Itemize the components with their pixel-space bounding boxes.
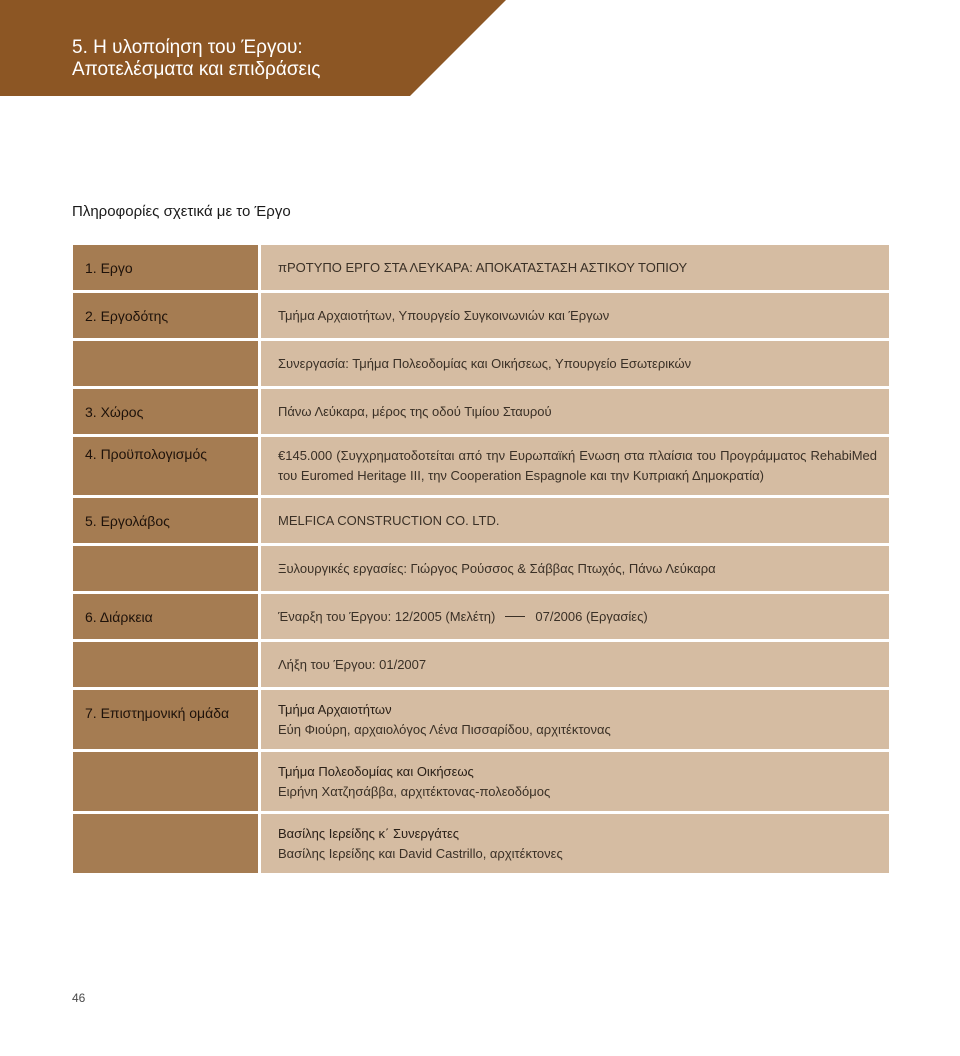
team-members: Βασίλης Ιερείδης και David Castrillo, αρχιτέκτονες	[278, 845, 563, 861]
start-value	[278, 607, 883, 627]
table-row-team-2	[73, 752, 889, 811]
chapter-title	[72, 37, 320, 81]
chapter-title-line2: Αποτελέσματα και επιδράσεις	[72, 59, 321, 80]
start-study: Έναρξη του Έργου: 12/2005 (Μελέτη)	[278, 608, 496, 624]
contractor-label: 5. Εργολάβος	[73, 498, 258, 543]
team-heading: Τμήμα Αρχαιοτήτων	[278, 701, 392, 717]
woodwork-value: Ξυλουργικές εργασίες: Γιώργος Ρούσσος & Σάββας Πτωχός, Πάνω Λεύκαρα	[278, 560, 716, 576]
section-title: Πληροφορίες σχετικά με το Έργο	[72, 203, 291, 220]
team-members: Εύη Φιούρη, αρχαιολόγος Λένα Πισσαρίδου, αρχιτέκτονας	[278, 721, 611, 737]
project-info-table	[73, 245, 889, 876]
end-cell	[261, 642, 889, 687]
client-cell	[261, 293, 889, 338]
table-row-collaboration	[73, 341, 889, 386]
table-row-project	[73, 245, 889, 290]
table-row-location	[73, 389, 889, 434]
project-cell	[261, 245, 889, 290]
woodwork-cell	[261, 546, 889, 591]
duration-label: 6. Διάρκεια	[73, 594, 258, 639]
team-cell-1	[261, 690, 889, 749]
team-label-continued	[73, 752, 258, 811]
project-value: πΡΟΤΥΠΟ ΕΡΓΟ ΣΤΑ ΛΕΥΚΑΡΑ: ΑΠΟΚΑΤΑΣΤΑΣΗ ΑΣΤΙΚΟΥ ΤΟΠΙΟΥ	[278, 259, 688, 275]
client-label-continued	[73, 341, 258, 386]
budget-label: 4. Προϋπολογισμός	[73, 437, 258, 495]
collaboration-value: Συνεργασία: Τμήμα Πολεοδομίας και Οικήσεως, Υπουργείο Εσωτερικών	[278, 355, 692, 371]
team-label-continued	[73, 814, 258, 873]
location-value: Πάνω Λεύκαρα, μέρος της οδού Τιμίου Σταυρού	[278, 403, 552, 419]
page-number: 46	[72, 991, 86, 1005]
table-row-contractor	[73, 498, 889, 543]
dash-separator	[505, 616, 525, 617]
team-cell-2	[261, 752, 889, 811]
start-cell	[261, 594, 889, 639]
header-banner	[0, 0, 960, 96]
table-row-budget	[73, 437, 889, 495]
team-label: 7. Επιστημονική ομάδα	[73, 690, 258, 749]
team-members: Ειρήνη Χατζησάββα, αρχιτέκτονας-πολεοδόμος	[278, 783, 551, 799]
end-value: Λήξη του Έργου: 01/2007	[278, 656, 427, 672]
location-label: 3. Χώρος	[73, 389, 258, 434]
team-heading: Βασίλης Ιερείδης κ΄ Συνεργάτες	[278, 825, 460, 841]
team-cell-3	[261, 814, 889, 873]
table-row-team-3	[73, 814, 889, 873]
budget-cell	[261, 437, 889, 495]
contractor-value: MELFICA CONSTRUCTION CO. LTD.	[278, 512, 500, 528]
location-cell	[261, 389, 889, 434]
team-heading: Τμήμα Πολεοδομίας και Οικήσεως	[278, 763, 474, 779]
start-works: 07/2006 (Εργασίες)	[535, 608, 648, 624]
contractor-cell	[261, 498, 889, 543]
contractor-label-continued	[73, 546, 258, 591]
collaboration-cell	[261, 341, 889, 386]
table-row-client	[73, 293, 889, 338]
table-row-woodwork	[73, 546, 889, 591]
table-row-team-1	[73, 690, 889, 749]
chapter-title-line1: 5. Η υλοποίηση του Έργου:	[72, 37, 303, 58]
budget-value: €145.000 (Συγχρηματοδοτείται από την Ευρωπαϊκή Ενωση στα πλαίσια του Προγράμματος RehabiMed του Euromed Heritage III, την Cooperation Espagnole και την Κυπριακή Δημοκρατία)	[278, 448, 877, 483]
project-label: 1. Εργο	[73, 245, 258, 290]
client-value: Τμήμα Αρχαιοτήτων, Υπουργείο Συγκοινωνιών και Έργων	[278, 307, 610, 323]
client-label: 2. Εργοδότης	[73, 293, 258, 338]
duration-label-continued	[73, 642, 258, 687]
table-row-duration	[73, 594, 889, 639]
table-row-end	[73, 642, 889, 687]
